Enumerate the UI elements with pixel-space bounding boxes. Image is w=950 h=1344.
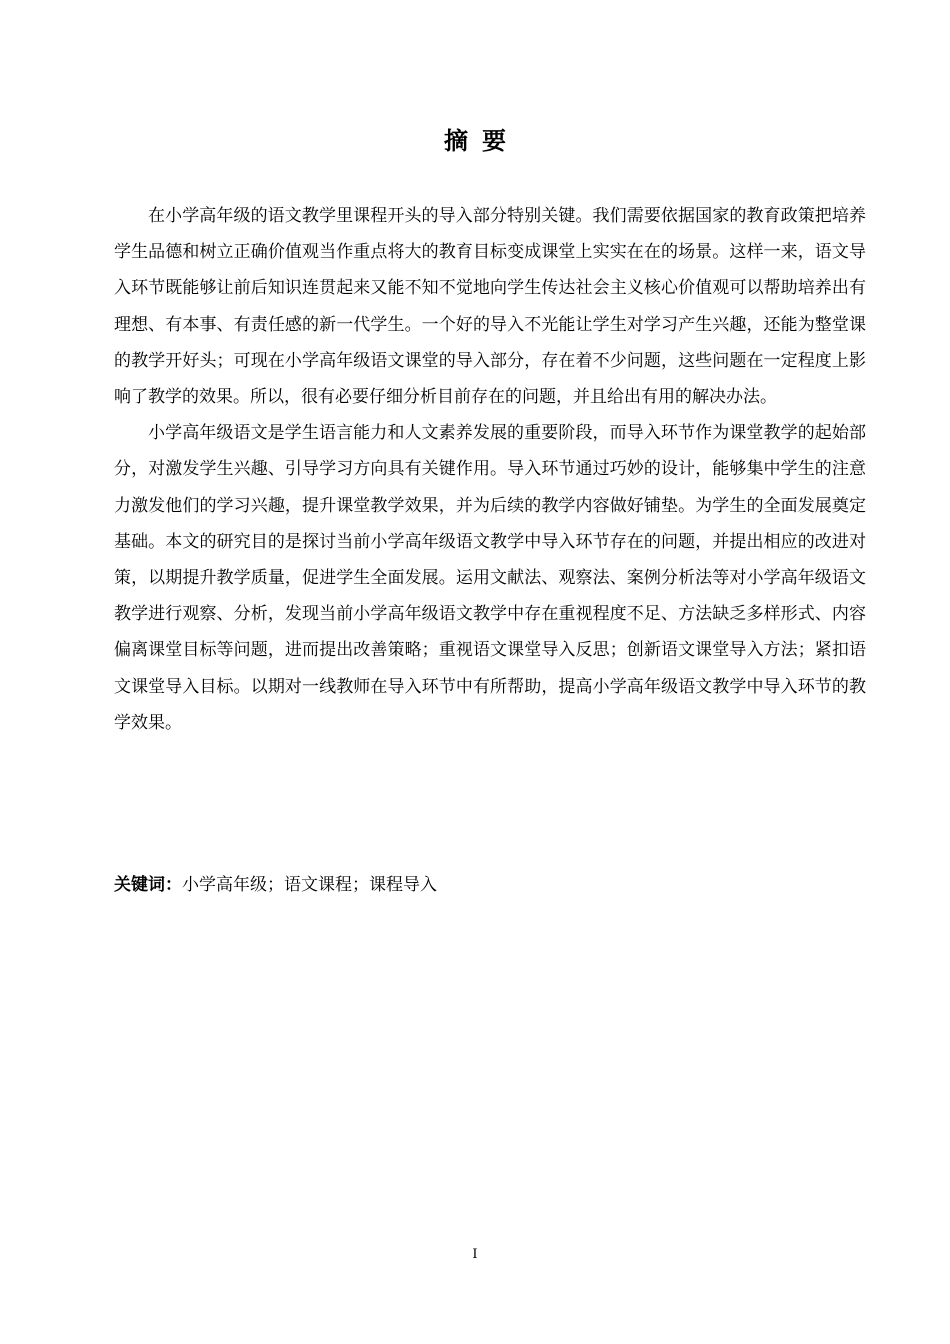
page-number: I — [472, 1247, 478, 1262]
abstract-paragraph-2: 小学高年级语文是学生语言能力和人文素养发展的重要阶段，而导入环节作为课堂教学的起始部分，对激发学生兴趣、引导学习方向具有关键作用。导入环节通过巧妙的设计，能够集中学生的注意力激发他们的学习兴趣，提升课堂教学效果，并为后续的教学内容做好铺垫。为学生的全面发展奠定基础。本文的研究目的是探讨当前小学高年级语文教学中导入环节存在的问题，并提出相应的改进对策，以期提升教学质量，促进学生全面发展。运用文献法、观察法、案例分析法等对小学高年级语文教学进行观察、分析，发现当前小学高年级语文教学中存在重视程度不足、方法缺乏多样形式、内容偏离课堂目标等问题，进而提出改善策略；重视语文课堂导入反思；创新语文课堂导入方法；紧扣语文课堂导入目标。以期对一线教师在导入环节中有所帮助，提高小学高年级语文教学中导入环节的教学效果。 — [114, 423, 866, 733]
keywords-label: 关键词： — [114, 875, 182, 895]
page-title: 摘要 — [444, 127, 520, 155]
keywords-value: 小学高年级；语文课程；课程导入 — [182, 875, 437, 895]
abstract-paragraph-1: 在小学高年级的语文教学里课程开头的导入部分特别关键。我们需要依据国家的教育政策把培养学生品德和树立正确价值观当作重点将大的教育目标变成课堂上实实在在的场景。这样一来，语文导入环节既能够让前后知识连贯起来又能不知不觉地向学生传达社会主义核心价值观可以帮助培养出有理想、有本事、有责任感的新一代学生。一个好的导入不光能让学生对学习产生兴趣，还能为整堂课的教学开好头；可现在小学高年级语文课堂的导入部分，存在着不少问题，这些问题在一定程度上影响了教学的效果。所以，很有必要仔细分析目前存在的问题，并且给出有用的解决办法。 — [114, 206, 866, 408]
keywords-line — [114, 871, 866, 899]
abstract-body — [114, 198, 866, 741]
